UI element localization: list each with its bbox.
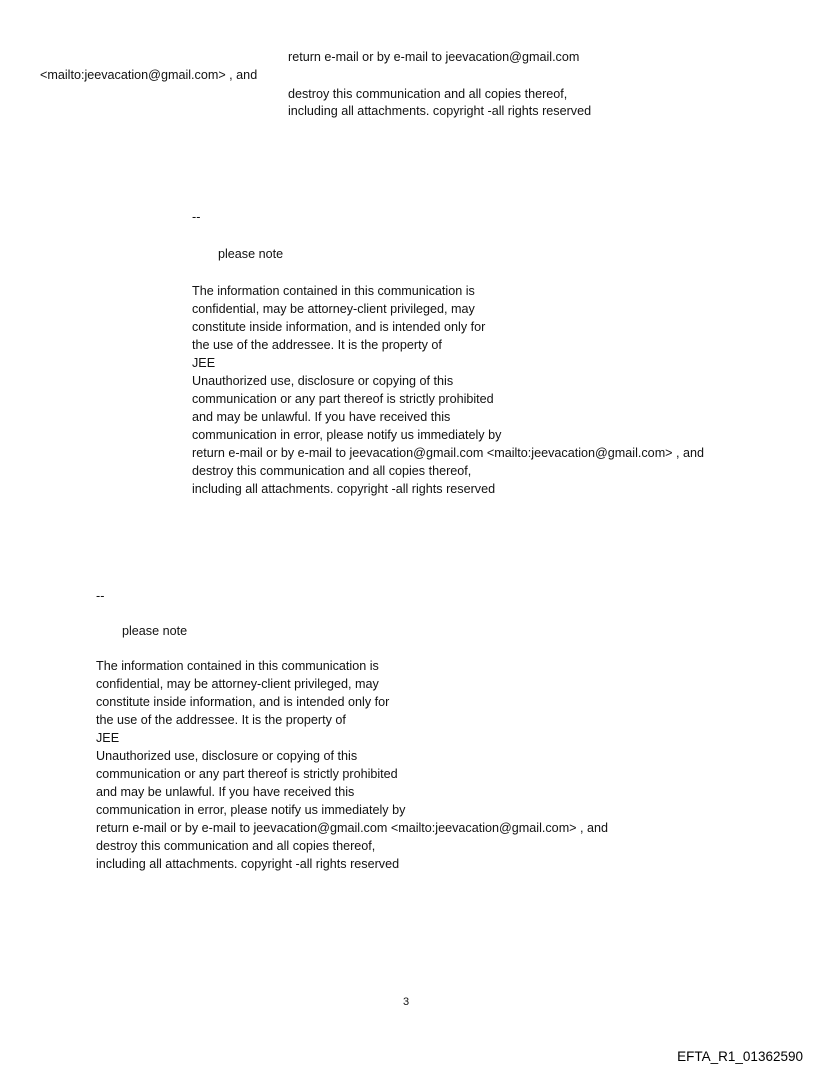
notice-line: confidential, may be attorney-client privileged, may — [96, 677, 379, 691]
notice-line: JEE — [96, 731, 120, 745]
fragment-line-destroy: destroy this communication and all copies thereof, — [288, 87, 568, 101]
notice-line: Unauthorized use, disclosure or copying of this — [96, 749, 358, 763]
separator: -- — [96, 589, 105, 603]
fragment-line-return: return e-mail or by e-mail to jeevacation@gmail.com — [288, 50, 580, 64]
notice-line: The information contained in this communication is — [192, 284, 475, 298]
notice-line: including all attachments. copyright -all rights reserved — [192, 482, 496, 496]
notice-body — [96, 657, 608, 873]
notice-line: communication in error, please notify us immediately by — [96, 803, 406, 817]
notice-line: communication in error, please notify us immediately by — [192, 428, 502, 442]
fragment-mailto: <mailto:jeevacation@gmail.com> , and — [40, 68, 258, 82]
notice-line: constitute inside information, and is intended only for — [192, 320, 486, 334]
notice-line: JEE — [192, 356, 216, 370]
notice-line: including all attachments. copyright -all rights reserved — [96, 857, 400, 871]
notice-line: communication or any part thereof is strictly prohibited — [192, 392, 494, 406]
notice-line: Unauthorized use, disclosure or copying of this — [192, 374, 454, 388]
separator: -- — [192, 210, 201, 224]
notice-heading: please note — [218, 247, 284, 261]
notice-line: communication or any part thereof is strictly prohibited — [96, 767, 398, 781]
document-id: EFTA_R1_01362590 — [677, 1049, 803, 1064]
notice-line: destroy this communication and all copies thereof, — [192, 464, 472, 478]
notice-line: return e-mail or by e-mail to jeevacation@gmail.com <mailto:jeevacation@gmail.com> , and — [96, 821, 609, 835]
notice-line: the use of the addressee. It is the property of — [192, 338, 442, 352]
notice-line: destroy this communication and all copies thereof, — [96, 839, 376, 853]
notice-line: return e-mail or by e-mail to jeevacation@gmail.com <mailto:jeevacation@gmail.com> , and — [192, 446, 705, 460]
notice-line: constitute inside information, and is intended only for — [96, 695, 390, 709]
notice-line: and may be unlawful. If you have received this — [96, 785, 355, 799]
notice-line: and may be unlawful. If you have received this — [192, 410, 451, 424]
notice-heading: please note — [122, 624, 188, 638]
notice-body — [192, 282, 704, 498]
page-number: 3 — [403, 996, 410, 1008]
notice-line: the use of the addressee. It is the property of — [96, 713, 346, 727]
notice-line: The information contained in this communication is — [96, 659, 379, 673]
fragment-line-including: including all attachments. copyright -all rights reserved — [288, 104, 592, 118]
notice-line: confidential, may be attorney-client privileged, may — [192, 302, 475, 316]
